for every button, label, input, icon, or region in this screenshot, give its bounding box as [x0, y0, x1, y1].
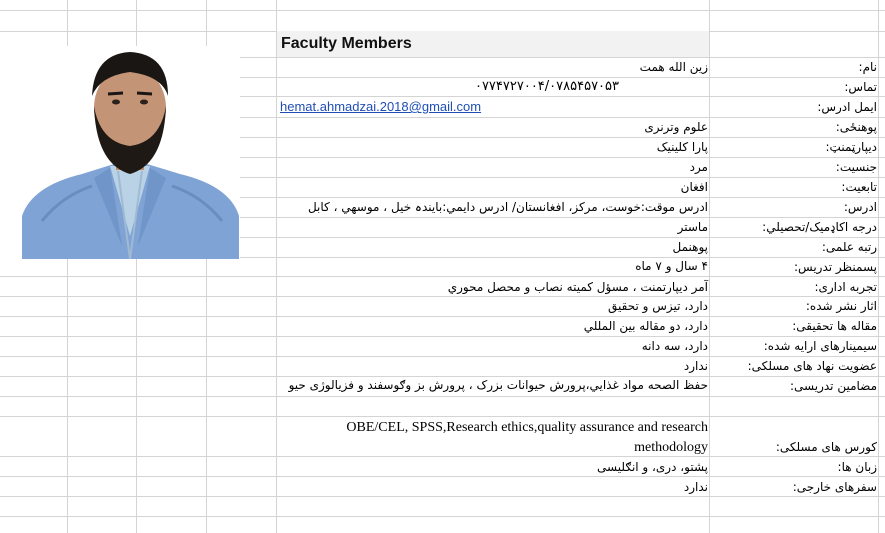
row-line [240, 257, 885, 258]
sheet-title: Faculty Members [281, 35, 412, 52]
row-line [240, 137, 885, 138]
row-line [240, 197, 885, 198]
label-email: ایمل ادرس: [817, 100, 877, 114]
value-travel: ندارد [683, 480, 708, 494]
value-languages: پشتو، دری، و انګلیسی [597, 460, 708, 474]
value-rank: پوهنمل [672, 240, 708, 254]
row-line [0, 376, 885, 377]
label-experience: پسمنظر تدریس: [794, 260, 877, 274]
value-degree: ماستر [677, 220, 708, 234]
value-gender: مرد [689, 160, 708, 174]
label-languages: زبان ها: [837, 460, 877, 474]
label-travel: سفرهای خارجی: [792, 480, 877, 494]
label-courses: کورس های مسلکی: [775, 440, 877, 454]
row-line [0, 496, 885, 497]
row-line [240, 77, 885, 78]
value-publications: دارد، تیزس و تحقیق [608, 299, 708, 313]
value-admin: آمر دیپارتمنت ، مسؤل کمیته نصاب و محصل محوري [447, 280, 708, 294]
portrait-illustration [22, 46, 239, 259]
label-subjects: مضامین تدریسی: [789, 379, 877, 393]
row-line [0, 276, 885, 277]
row-line [240, 157, 885, 158]
row-line [0, 396, 885, 397]
value-nationality: افغان [680, 180, 708, 194]
row-line [0, 296, 885, 297]
row-line [240, 177, 885, 178]
label-membership: عضویت نهاد های مسلکی: [747, 359, 877, 373]
label-articles: مقاله ها تحقیقی: [792, 319, 877, 333]
label-gender: جنسیت: [835, 160, 877, 174]
profile-photo [22, 46, 239, 259]
row-line [240, 117, 885, 118]
label-rank: رتبه علمی: [821, 240, 877, 254]
label-department: دیپارټمنټ: [825, 140, 877, 154]
row-line [240, 237, 885, 238]
value-name: زین الله همت [639, 60, 708, 74]
value-articles: دارد، دو مقاله بین المللي [583, 319, 708, 333]
label-degree: درجه اکاډمیک/تحصیلي: [762, 220, 877, 234]
row-line [240, 57, 885, 58]
value-seminars: دارد، سه دانه [641, 339, 708, 353]
value-courses: OBE/CEL, SPSS,Research ethics,quality assurance and research methodology [346, 420, 708, 455]
row-line [0, 316, 885, 317]
label-contact: تماس: [844, 80, 877, 94]
row-line [0, 476, 885, 477]
row-line [0, 356, 885, 357]
label-address: ادرس: [843, 200, 877, 214]
label-nationality: تابعیت: [841, 180, 877, 194]
label-seminars: سیمینارهای ارایه شده: [763, 339, 877, 353]
column-line [878, 0, 879, 533]
row-line [0, 336, 885, 337]
column-line [276, 0, 277, 533]
label-faculty: پوهنځی: [835, 120, 877, 134]
row-line [240, 217, 885, 218]
value-contact: ۰۷۷۴۷۲۷۰۰۴/۰۷۸۵۴۵۷۰۵۳ [474, 79, 619, 94]
value-membership: ندارد [683, 359, 708, 373]
label-publications: اثار نشر شده: [805, 299, 877, 313]
row-line [0, 416, 885, 417]
label-admin: تجربه اداری: [814, 280, 877, 294]
row-line [0, 10, 885, 11]
column-line [709, 0, 710, 533]
value-subjects: حفظ الصحه مواد غذایي،پرورش حیوانات بزرک ، پرورش بز وګوسفند و فزیالوژی حیو [288, 378, 708, 392]
value-address: ادرس موقت:خوست، مرکز، افغانستان/ ادرس دایمي:بایندہ خیل ، موسهي ، کابل [307, 200, 708, 214]
value-faculty: علوم وترنری [644, 120, 708, 134]
value-department: پارا کلینیک [656, 140, 708, 154]
email-link[interactable]: hemat.ahmadzai.2018@gmail.com [280, 99, 482, 114]
row-line [0, 516, 885, 517]
row-line [240, 96, 885, 97]
label-name: نام: [858, 60, 877, 74]
value-experience: ۴ سال و ۷ ماه [635, 259, 708, 273]
